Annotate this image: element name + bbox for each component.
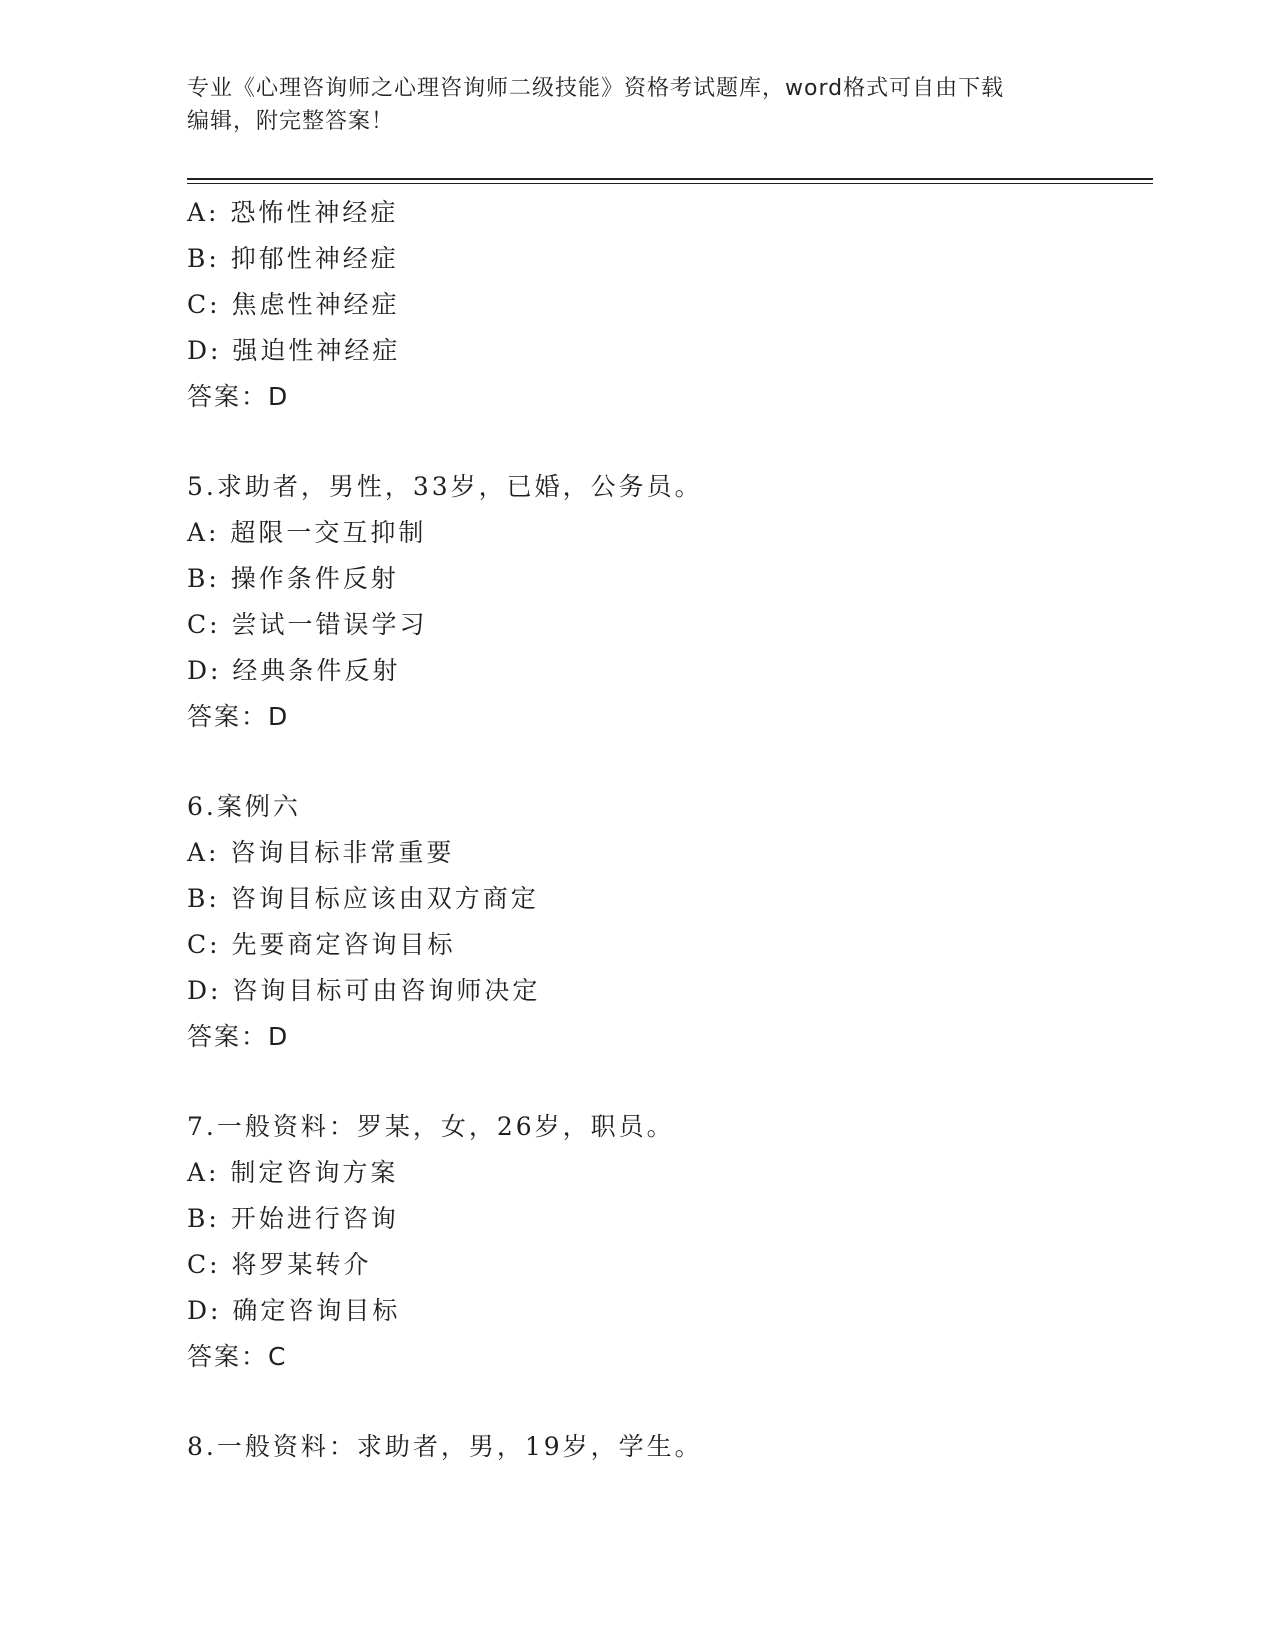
answer-line: 答案：D [187, 382, 290, 411]
document-header [187, 72, 1087, 138]
question-block-6 [187, 784, 1147, 1060]
option-b: B: 开始进行咨询 [187, 1204, 399, 1233]
answer-line: 答案：D [187, 702, 290, 731]
answer-line: 答案：C [187, 1342, 288, 1371]
question-text: 7.一般资料：罗某，女，26岁，职员。 [187, 1112, 675, 1141]
question-text: 5.求助者，男性，33岁，已婚，公务员。 [187, 472, 703, 501]
option-c: C: 将罗某转介 [187, 1250, 372, 1279]
header-line-1: 专业《心理咨询师之心理咨询师二级技能》资格考试题库，word格式可自由下载 [187, 76, 1005, 101]
option-d: D: 强迫性神经症 [187, 336, 401, 365]
option-a: A: 恐怖性神经症 [187, 198, 399, 227]
option-b: B: 咨询目标应该由双方商定 [187, 884, 539, 913]
question-list [187, 190, 1147, 1470]
option-c: C: 焦虑性神经症 [187, 290, 400, 319]
option-d: D: 确定咨询目标 [187, 1296, 401, 1325]
option-d: D: 经典条件反射 [187, 656, 401, 685]
header-divider-thick [187, 178, 1153, 180]
option-d: D: 咨询目标可由咨询师决定 [187, 976, 541, 1005]
option-b: B: 抑郁性神经症 [187, 244, 399, 273]
option-c: C: 先要商定咨询目标 [187, 930, 456, 959]
option-a: A: 咨询目标非常重要 [187, 838, 455, 867]
question-block-4 [187, 190, 1147, 420]
question-block-8 [187, 1424, 1147, 1470]
option-b: B: 操作条件反射 [187, 564, 399, 593]
option-c: C: 尝试一错误学习 [187, 610, 428, 639]
header-line-2: 编辑，附完整答案！ [187, 109, 395, 134]
question-block-7 [187, 1104, 1147, 1380]
question-text: 6.案例六 [187, 792, 301, 821]
question-text: 8.一般资料：求助者，男，19岁，学生。 [187, 1432, 703, 1461]
header-divider-thin [187, 183, 1153, 184]
question-block-5 [187, 464, 1147, 740]
answer-line: 答案：D [187, 1022, 290, 1051]
option-a: A: 制定咨询方案 [187, 1158, 399, 1187]
option-a: A: 超限一交互抑制 [187, 518, 427, 547]
